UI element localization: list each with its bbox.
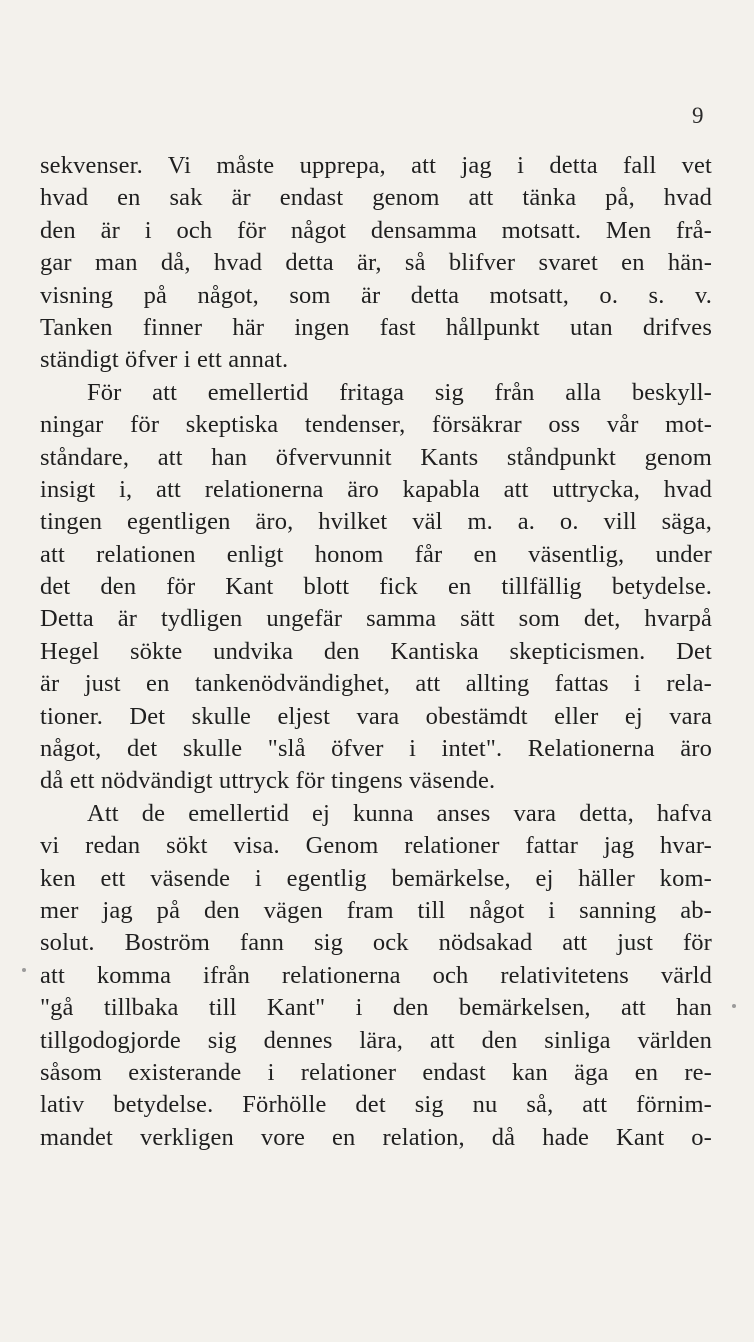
text-line: att relationen enligt honom får en väsentlig, under [40,540,712,568]
text-line: något, det skulle "slå öfver i intet". Relationerna äro [40,735,712,763]
text-line: Detta är tydligen ungefär samma sätt som det, hvarpå [40,605,712,633]
text-line: vi redan sökt visa. Genom relationer fattar jag hvar- [40,832,712,860]
text-line: lativ betydelse. Förhölle det sig nu så, att förnim- [40,1091,712,1119]
text-line: Tanken finner här ingen fast hållpunkt utan drifves [40,313,712,341]
text-line: ståndare, att han öfvervunnit Kants ståndpunkt genom [40,443,712,471]
text-line: solut. Boström fann sig ock nödsakad att just för [40,929,712,957]
text-line: såsom existerande i relationer endast kan äga en re- [40,1058,712,1086]
text-line: visning på något, som är detta motsatt, o. s. v. [40,281,712,309]
text-line: då ett nödvändigt uttryck för tingens väsende. [40,767,496,795]
text-line: För att emellertid fritaga sig från alla beskyll- [87,378,712,406]
text-line: "gå tillbaka till Kant" i den bemärkelsen, att han [40,994,712,1022]
text-line: Hegel sökte undvika den Kantiska skepticismen. Det [40,637,712,665]
text-line: tioner. Det skulle eljest vara obestämdt eller ej vara [40,702,712,730]
text-line: den är i och för något densamma motsatt. Men frå- [40,216,712,244]
text-line: ken ett väsende i egentlig bemärkelse, ej häller kom- [40,864,712,892]
text-line: insigt i, att relationerna äro kapabla att uttrycka, hvad [40,475,712,503]
text-line: gar man då, hvad detta är, så blifver svaret en hän- [40,249,712,277]
text-line: hvad en sak är endast genom att tänka på, hvad [40,184,712,212]
text-line: ständigt öfver i ett annat. [40,346,289,374]
text-line: ningar för skeptiska tendenser, försäkrar oss vår mot- [40,411,712,439]
text-line: Att de emellertid ej kunna anses vara detta, hafva [87,799,712,827]
margin-speck [22,968,26,972]
text-line: är just en tankenödvändighet, att allting fattas i rela- [40,670,712,698]
body-text [40,150,712,1154]
text-line: det den för Kant blott fick en tillfällig betydelse. [40,573,712,601]
page-number: 9 [692,103,704,128]
text-line: tingen egentligen äro, hvilket väl m. a. o. vill säga, [40,508,712,536]
text-line: tillgodogjorde sig dennes lära, att den sinliga världen [40,1026,712,1054]
text-line: att komma ifrån relationerna och relativitetens värld [40,961,712,989]
margin-speck [732,1004,736,1008]
text-line: sekvenser. Vi måste upprepa, att jag i detta fall vet [40,152,712,179]
text-line: mer jag på den vägen fram till något i sanning ab- [40,896,712,924]
text-line: mandet verkligen vore en relation, då hade Kant o- [40,1123,712,1151]
